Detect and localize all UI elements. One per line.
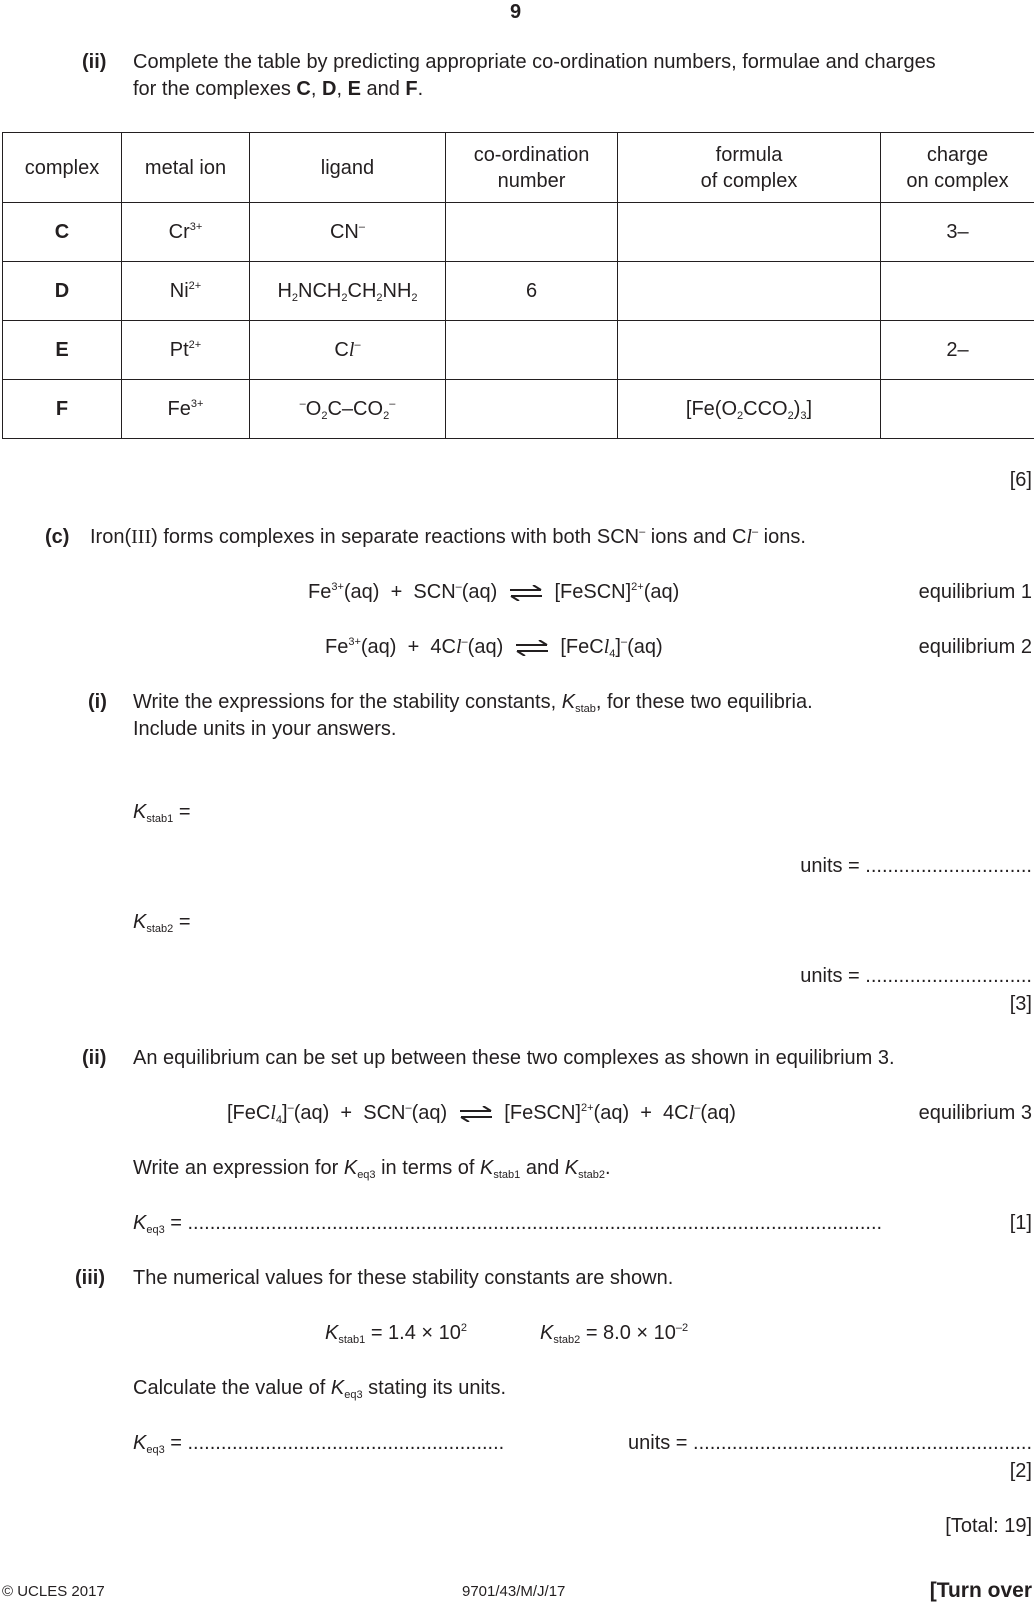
question-text-c-i-line1: Write the expressions for the stability constants, $K_{stab}$, for these two equilibria. — [133, 691, 813, 715]
cell-complex: C — [3, 203, 122, 262]
keq3-units-answer-line[interactable]: units = ............................................................. — [628, 1432, 1032, 1454]
table-row — [3, 321, 1034, 380]
marks-c-iii: [2] — [1009, 1460, 1032, 1482]
question-text-c: Iron(III) forms complexes in separate reactions with both SCN– ions and Cl– ions. — [90, 526, 806, 548]
table-row — [3, 380, 1034, 439]
keq3-value-answer-line[interactable]: $K_{eq3}$ = ......................................................... — [133, 1432, 505, 1456]
question-text-c-iii-calculate: Calculate the value of $K_{eq3}$ stating its units. — [133, 1377, 507, 1401]
kstab1-answer-label: $K_{stab1}$ = — [133, 801, 191, 825]
cell-coordination-number[interactable] — [446, 321, 618, 380]
table-row — [3, 203, 1034, 262]
cell-ligand: CN– — [250, 203, 446, 262]
question-text-b-ii-line1: Complete the table by predicting appropriate co-ordination numbers, formulae and charges — [133, 51, 936, 73]
header-charge: charge on complex — [881, 133, 1034, 203]
cell-coordination-number: 6 — [446, 262, 618, 321]
header-coordination-number: co-ordination number — [446, 133, 618, 203]
cell-metal-ion: $Cr^{3+}$ — [122, 203, 250, 262]
equilibrium-3-label: equilibrium 3 — [918, 1102, 1032, 1124]
footer-turn-over: [Turn over — [929, 1579, 1032, 1602]
cell-charge: 2– — [881, 321, 1034, 380]
question-label-c-ii: (ii) — [82, 1047, 107, 1069]
page-number: 9 — [510, 1, 522, 23]
table-row — [3, 262, 1034, 321]
cell-metal-ion: $Pt^{2+}$ — [122, 321, 250, 380]
cell-metal-ion: $Fe^{3+}$ — [122, 380, 250, 439]
question-text-c-iii: The numerical values for these stability constants are shown. — [133, 1267, 674, 1289]
cell-ligand: $^-O_2C-CO_2^-$ — [250, 380, 446, 439]
equilibrium-arrow-icon — [509, 585, 543, 601]
units-answer-line-2[interactable]: units = .............................. — [800, 965, 1032, 987]
footer-copyright: © UCLES 2017 — [2, 1583, 105, 1600]
cell-charge: 3– — [881, 203, 1034, 262]
header-metal-ion: metal ion — [122, 133, 250, 203]
cell-complex: E — [3, 321, 122, 380]
equilibrium-arrow-icon — [459, 1106, 493, 1122]
cell-complex: F — [3, 380, 122, 439]
equilibrium-arrow-icon — [515, 640, 549, 656]
complexes-table — [2, 132, 1034, 439]
table-header-row — [3, 133, 1034, 203]
question-text-c-ii: An equilibrium can be set up between these two complexes as shown in equilibrium 3. — [133, 1047, 895, 1069]
question-label-c-iii: (iii) — [75, 1267, 105, 1289]
header-complex: complex — [3, 133, 122, 203]
question-label-c-i: (i) — [88, 691, 107, 713]
total-marks: [Total: 19] — [945, 1515, 1032, 1537]
question-text-c-i-line2: Include units in your answers. — [133, 718, 397, 740]
cell-coordination-number[interactable] — [446, 380, 618, 439]
footer-paper-code: 9701/43/M/J/17 — [462, 1583, 566, 1600]
equation-2: $Fe^{3+}(aq) + 4Cl^-(aq)$ [FeCl$_4$]–(aq) — [325, 636, 663, 660]
cell-ligand: Cl– — [250, 321, 446, 380]
keq3-answer-line[interactable]: $K_{eq3}$ = ............................................................................................................................. — [133, 1212, 883, 1236]
marks-c-ii: [1] — [1009, 1212, 1032, 1234]
kstab1-value: $K_{stab1} = 1.4 \times 10^2$ — [325, 1322, 468, 1346]
cell-charge[interactable] — [881, 262, 1034, 321]
cell-complex: D — [3, 262, 122, 321]
cell-metal-ion: $Ni^{2+}$ — [122, 262, 250, 321]
kstab2-value: $K_{stab2} = 8.0 \times 10^{-2}$ — [540, 1322, 689, 1346]
question-text-c-ii-expression: Write an expression for $K_{eq3}$ in terms of $K_{stab1}$ and $K_{stab2}$. — [133, 1157, 611, 1181]
question-label-b-ii: (ii) — [82, 51, 107, 73]
equilibrium-2-label: equilibrium 2 — [918, 636, 1032, 658]
question-label-c: (c) — [45, 526, 70, 548]
equation-3: [FeCl$_4$]–(aq) + SCN–(aq) [FeSCN]$^{2+}$(aq) + 4Cl–(aq) — [227, 1102, 736, 1126]
cell-formula[interactable] — [618, 262, 881, 321]
equilibrium-1-label: equilibrium 1 — [918, 581, 1032, 603]
cell-ligand: $H_2NCH_2CH_2NH_2$ — [250, 262, 446, 321]
cell-charge[interactable] — [881, 380, 1034, 439]
header-ligand: ligand — [250, 133, 446, 203]
marks-c-i: [3] — [1009, 993, 1032, 1015]
cell-formula[interactable] — [618, 203, 881, 262]
header-formula: formula of complex — [618, 133, 881, 203]
marks-b-ii: [6] — [1009, 469, 1032, 491]
cell-formula: $[Fe(O_2CCO_2)_3]$ — [618, 380, 881, 439]
units-answer-line-1[interactable]: units = .............................. — [800, 855, 1032, 877]
question-text-b-ii-line2: for the complexes C, D, E and F. — [133, 78, 424, 100]
cell-formula[interactable] — [618, 321, 881, 380]
cell-coordination-number[interactable] — [446, 203, 618, 262]
kstab2-answer-label: $K_{stab2}$ = — [133, 911, 191, 935]
equation-1: $Fe^{3+}(aq) + SCN^-(aq)$ [FeSCN]$^{2+}$(aq) — [308, 581, 680, 603]
